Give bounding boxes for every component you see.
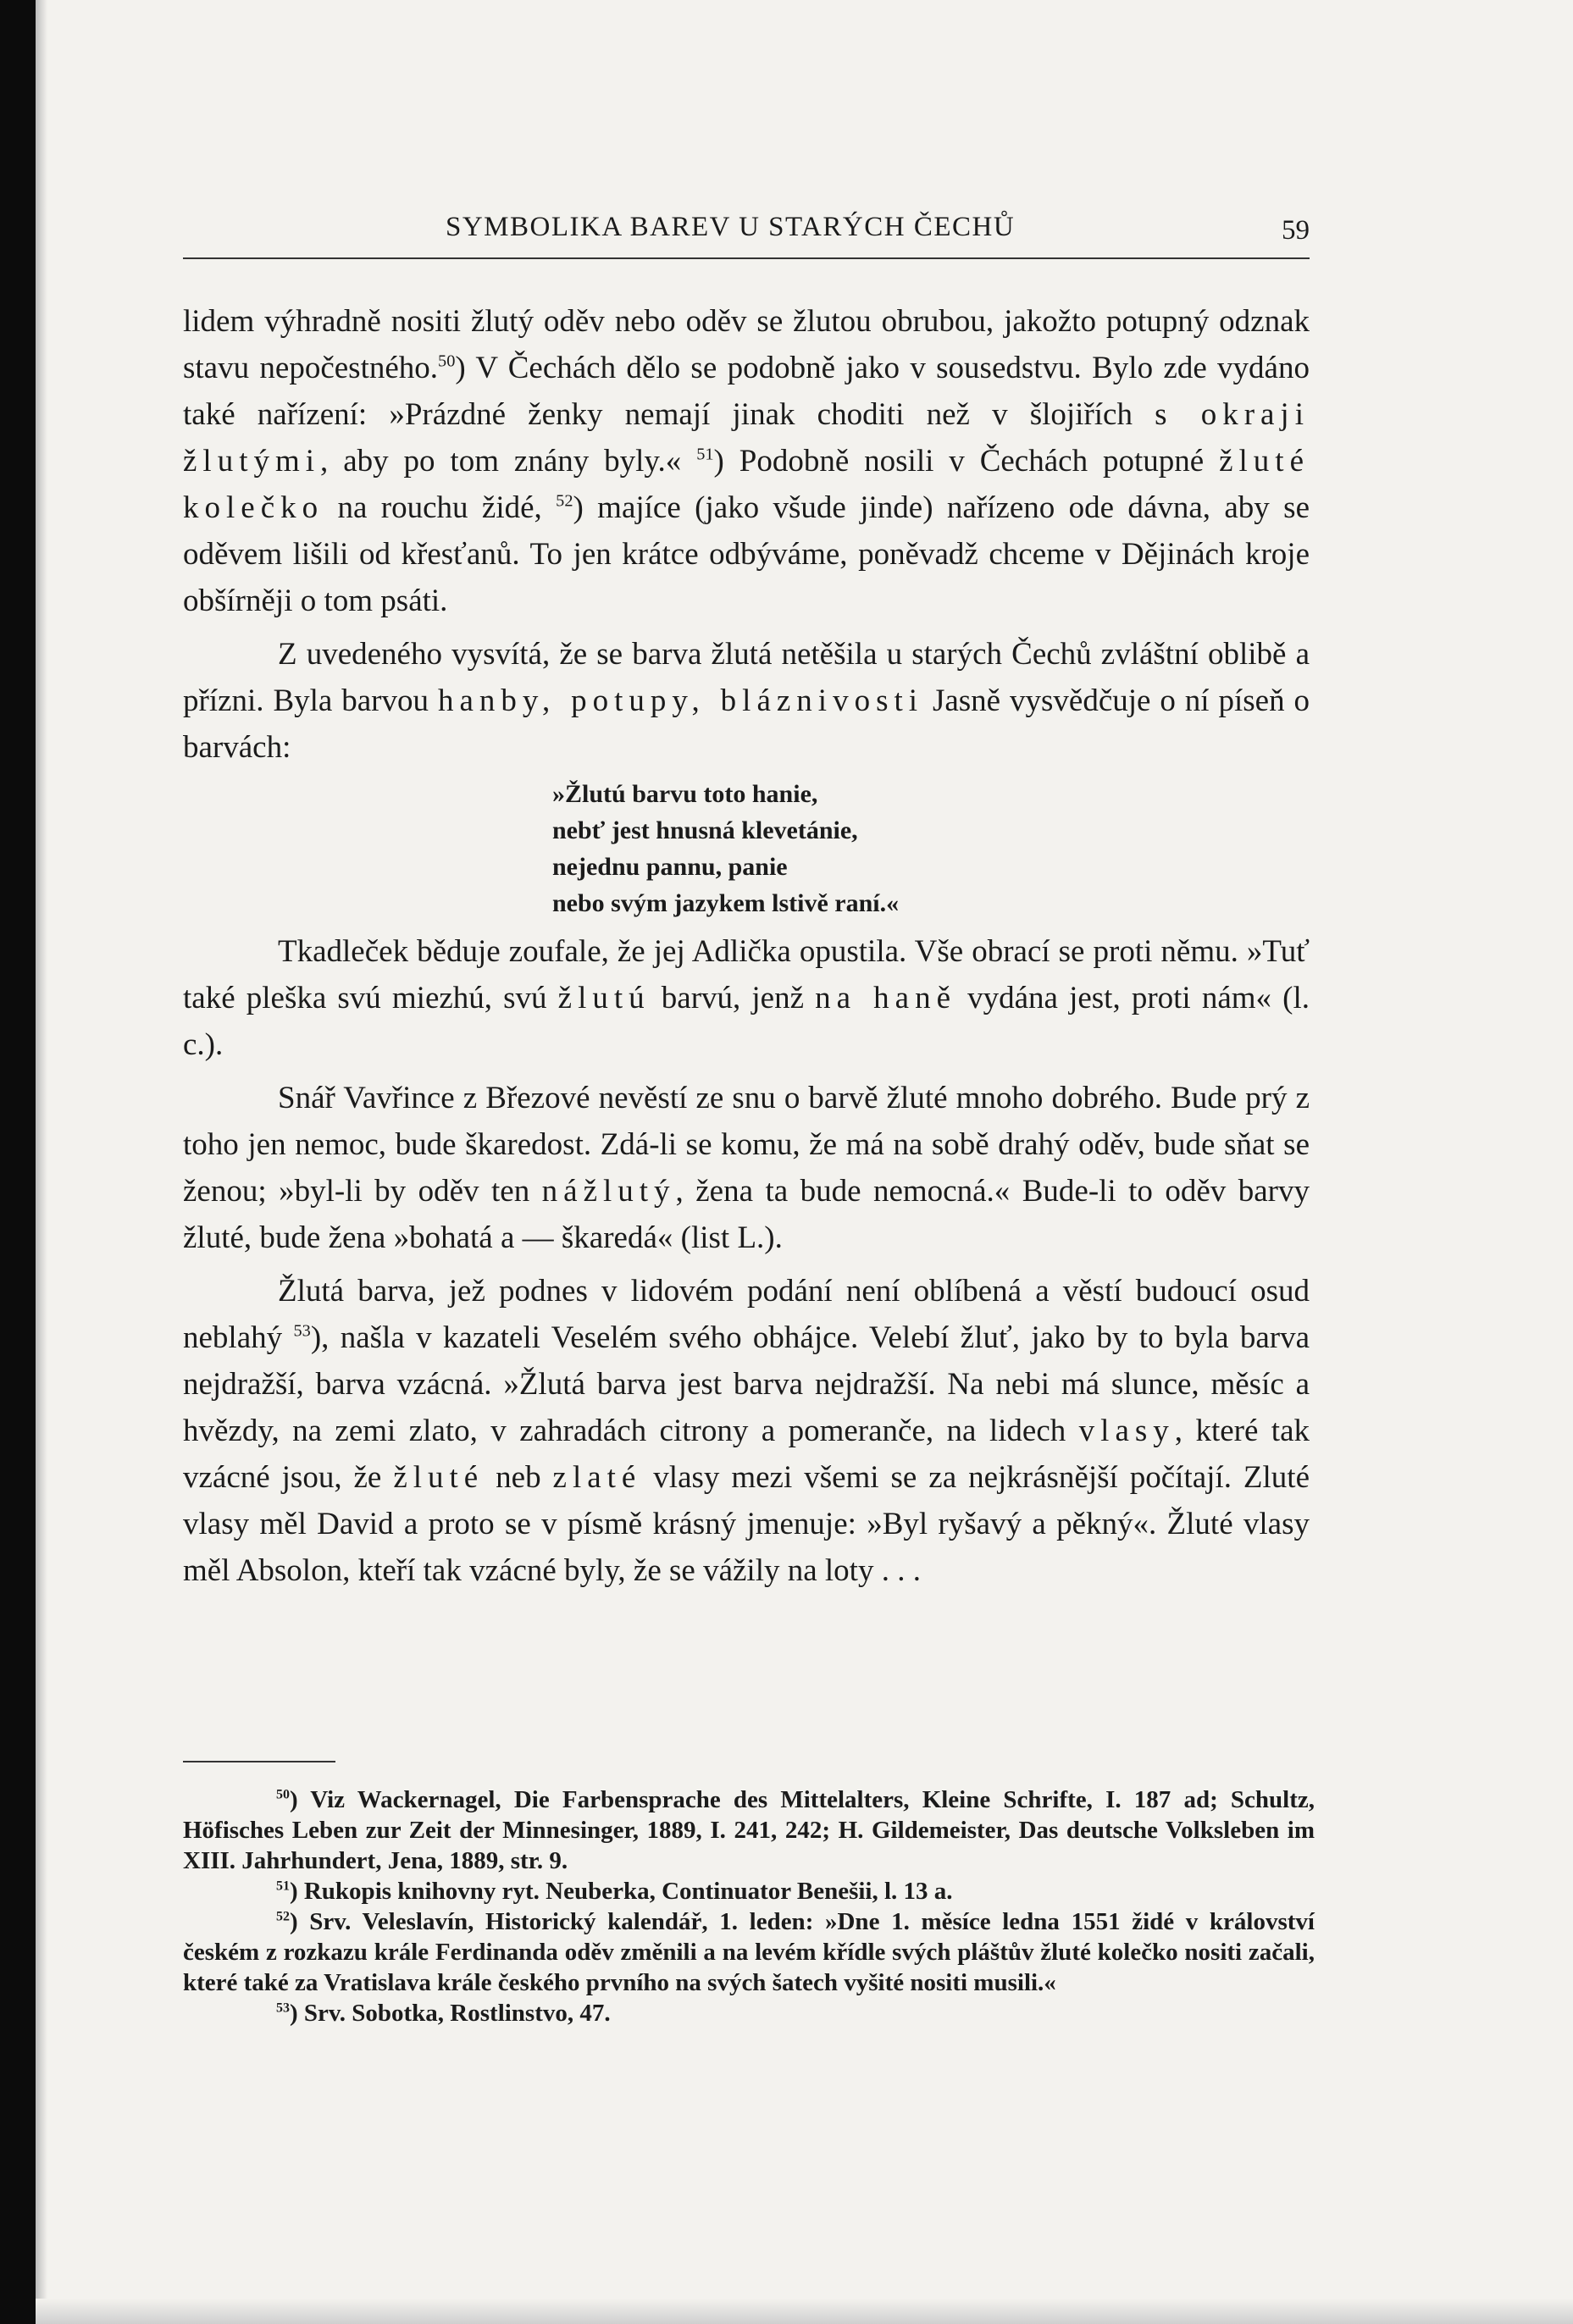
footnote-number: 51: [276, 1879, 290, 1894]
footnote: $^{52}$) Srv. Veleslavín, Historický kalendář, 1. leden: »Dne 1. měsíce ledna 1551 židé v království českém z rozkazu krále Ferdinanda oděv změnili a na levém křídle svých pláštův žluté kolečko nositi začali, které také za Vratislava krále českého prvního na svých šatech vyšité nositi musili.«: [183, 1908, 1315, 1996]
body-text: [183, 298, 1310, 1594]
verse-line: »Žlutú barvu toto hanie,: [552, 780, 818, 808]
paragraph: Snář Vavřince z Březové nevěstí ze snu o barvě žluté mnoho dobrého. Bude prý z toho jen nemoc, bude škaredost. Zdá-li se komu, že má na sobě drahý oděv, bude sňat se ženou; »byl-li by oděv ten nážlutý, žena ta bude nemocná.« Bude-li to oděv barvy žluté, bude žena »bohatá a — škaredá« (list L.).: [183, 1081, 1310, 1255]
verse-line: nejednu pannu, panie: [552, 853, 788, 881]
footnote-ref: 53: [293, 1321, 311, 1341]
footnote: $^{50}$) Viz Wackernagel, Die Farbensprache des Mittelalters, Kleine Schrifte, I. 187 ad; Schultz, Höfisches Leben zur Zeit der Minnesinger, 1889, I. 241, 242; H. Gildemeister, Das deutsche Volksleben im XIII. Jahrhundert, Jena, 1889, str. 9.: [183, 1786, 1315, 1874]
footnote-text: Rukopis knihovny ryt. Neuberka, Continuator Benešii, l. 13 a.: [303, 1878, 953, 1905]
page-number: 59: [1282, 215, 1310, 246]
paragraph: lidem výhradně nositi žlutý oděv nebo oděv se žlutou obrubou, jakožto potupný odznak stavu nepočestného.$^{50}$) V Čechách dělo se podobně jako v sousedstvu. Bylo zde vydáno také nařízení: »Prázdné ženky nemají jinak choditi než v šlojiřích s okraji žlutými, aby po tom znány byly.« $^{51}$) Podobně nosili v Čechách potupné žluté kolečko na rouchu židé, $^{52}$) majíce (jako všude jinde) nařízeno ode dávna, aby se oděvem lišili od křesťanů. To jen krátce odbýváme, poněvadž chceme v Dějinách kroje obšírněji o tom psáti.: [183, 304, 1310, 618]
page-header: [183, 212, 1310, 257]
verse-line: nebo svým jazykem lstivě raní.«: [552, 889, 900, 917]
scan-gutter-shadow: [36, 0, 47, 2324]
spaced-emphasis: na haně: [815, 981, 957, 1015]
footnote: $^{53}$) Srv. Sobotka, Rostlinstvo, 47.: [276, 2000, 611, 2027]
verse-line: nebť jest hnusná klevetánie,: [552, 816, 858, 844]
scan-bottom-shadow: [36, 2299, 1573, 2324]
footnote-number: 50: [276, 1787, 290, 1802]
footnote-text: Srv. Sobotka, Rostlinstvo, 47.: [303, 2000, 611, 2027]
footnote-number: 52: [276, 1909, 290, 1924]
footnote-ref: 52: [556, 491, 573, 511]
spaced-emphasis: nážlutý: [541, 1174, 676, 1209]
scan-binding-edge: [0, 0, 36, 2324]
footnote-rule: [183, 1761, 335, 1762]
footnote-ref: 51: [696, 445, 714, 464]
spaced-emphasis: žluté: [393, 1460, 485, 1495]
spaced-emphasis: žluté kolečko: [183, 444, 1310, 525]
spaced-emphasis: hanby, potupy, bláznivosti: [437, 683, 924, 718]
footnote: $^{51}$) Rukopis knihovny ryt. Neuberka, Continuator Benešii, l. 13 a.: [276, 1878, 953, 1905]
footnote-number: 53: [276, 2000, 290, 2016]
footnotes: [183, 1784, 1315, 2028]
paragraph: Tkadleček běduje zoufale, že jej Adlička opustila. Vše obrací se proti němu. »Tuť také pleška svú miezhú, svú žlutú barvú, jenž na haně vydána jest, proti nám« (l. c.).: [183, 934, 1310, 1062]
paragraph: Z uvedeného vysvítá, že se barva žlutá netěšila u starých Čechů zvláštní oblibě a přízni. Byla barvou hanby, potupy, bláznivosti Jasně vysvědčuje o ní píseň o barvách:: [183, 637, 1310, 765]
spaced-emphasis: s okraji žlutými: [183, 397, 1310, 479]
spaced-emphasis: vlasy: [1078, 1414, 1175, 1448]
footnote-text: Srv. Veleslavín, Historický kalendář, 1. leden: »Dne 1. měsíce ledna 1551 židé v království českém z rozkazu krále Ferdinanda oděv změnili a na levém křídle svých pláštův žluté kolečko nositi začali, které také za Vratislava krále českého prvního na svých šatech vyšité nositi musili.«: [183, 1908, 1315, 1996]
running-title: SYMBOLIKA BAREV U STARÝCH ČECHŮ: [446, 212, 1016, 242]
verse-quote: [552, 776, 1310, 921]
footnote-text: Viz Wackernagel, Die Farbensprache des Mittelalters, Kleine Schrifte, I. 187 ad; Schultz, Höfisches Leben zur Zeit der Minnesinger, 1889, I. 241, 242; H. Gildemeister, Das deutsche Volksleben im XIII. Jahrhundert, Jena, 1889, str. 9.: [183, 1786, 1315, 1874]
spaced-emphasis: zlaté: [552, 1460, 642, 1495]
spaced-emphasis: žlutú: [557, 981, 651, 1015]
paragraph: Žlutá barva, jež podnes v lidovém podání není oblíbená a věstí budoucí osud neblahý $^{53}$), našla v kazateli Veselém svého obhájce. Velebí žluť, jako by to byla barva nejdražší, barva vzácná. »Žlutá barva jest barva nejdražší. Na nebi má slunce, měsíc a hvězdy, na zemi zlato, v zahradách citrony a pomeranče, na lidech vlasy, které tak vzácné jsou, že žluté neb zlaté vlasy mezi všemi se za nejkrásnější počítají. Zluté vlasy měl David a proto se v písmě krásný jmenuje: »Byl ryšavý a pěkný«. Žluté vlasy měl Absolon, kteří tak vzácné byly, že se vážily na loty . . .: [183, 1274, 1310, 1588]
footnote-ref: 50: [438, 351, 456, 371]
header-rule: [183, 257, 1310, 259]
